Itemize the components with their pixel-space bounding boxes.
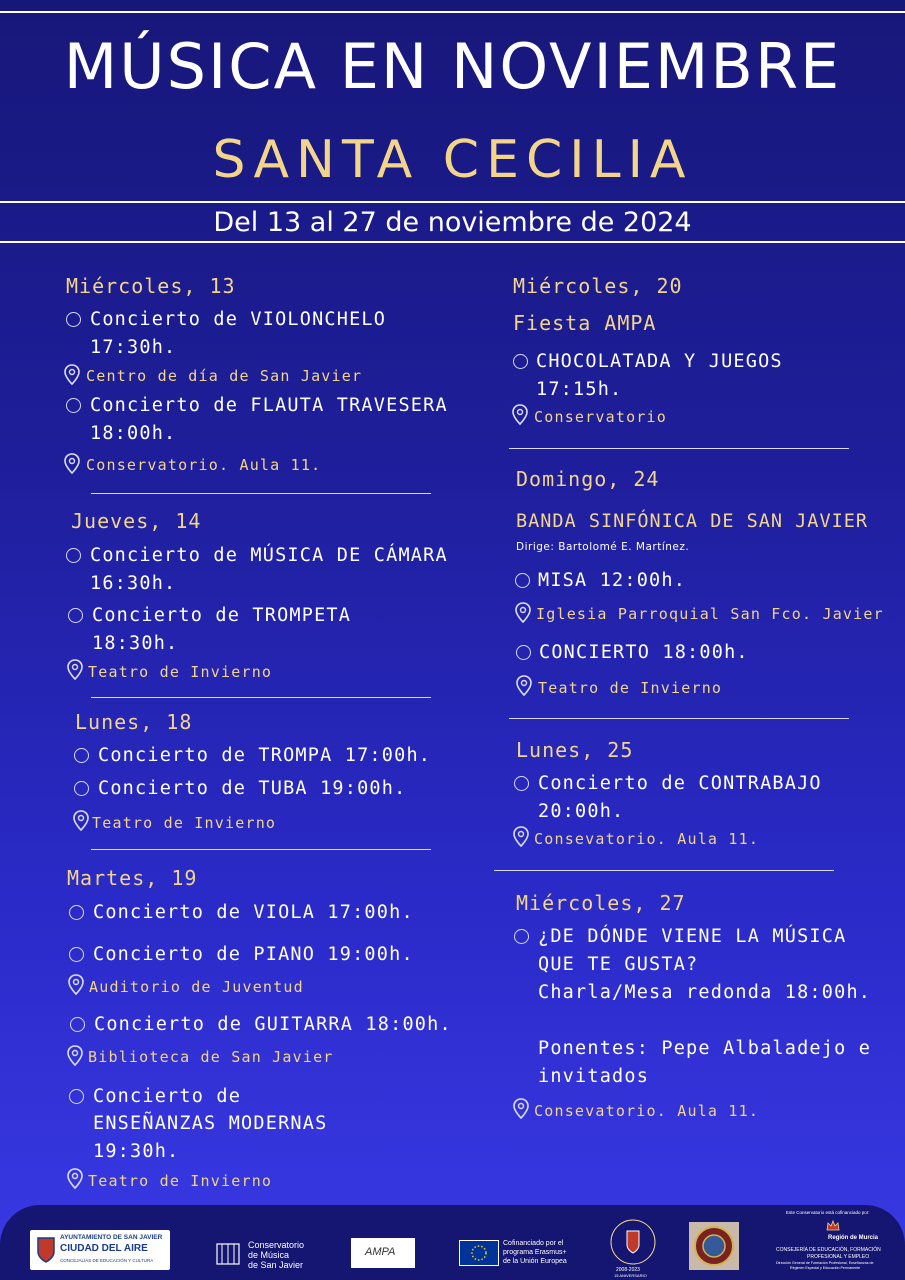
bullet-icon [74, 748, 89, 763]
location-pin-icon [514, 602, 532, 624]
eu-flag-icon [459, 1240, 499, 1266]
event-title: Concierto de FLAUTA TRAVESERA [90, 395, 448, 416]
event-title: Concierto de MÚSICA DE CÁMARA [90, 545, 448, 566]
event-group: BANDA SINFÓNICA DE SAN JAVIER [516, 511, 869, 532]
location-pin-icon [63, 364, 81, 386]
erasmus-logo [459, 1240, 577, 1268]
event-title: Concierto de [93, 1086, 242, 1107]
event-group: Fiesta AMPA [513, 311, 657, 335]
venue: Teatro de Invierno [92, 814, 277, 832]
event-time: 17:15h. [536, 379, 623, 400]
banda-emblem-icon [608, 1217, 658, 1267]
venue: Conservatorio [534, 408, 667, 426]
bullet-icon [513, 354, 528, 369]
footer-logos [0, 1205, 905, 1280]
event-time: 20:00h. [538, 801, 625, 822]
separator [509, 448, 849, 449]
location-pin-icon [66, 1168, 84, 1190]
location-pin-icon [511, 404, 529, 426]
separator [91, 493, 431, 494]
banda-years: 2008-2023 [616, 1267, 640, 1273]
location-pin-icon [66, 1045, 84, 1067]
ampa-label: AMPA [365, 1246, 396, 1258]
ayto-line-1: AYUNTAMIENTO DE SAN JAVIER [60, 1234, 163, 1241]
venue: Biblioteca de San Javier [88, 1048, 334, 1066]
venue: Teatro de Invierno [538, 679, 723, 697]
murcia-line-1: CONSEJERÍA DE EDUCACIÓN, FORMACIÓN [776, 1247, 881, 1253]
bullet-icon [69, 1089, 84, 1104]
day-heading: Jueves, 14 [71, 509, 202, 533]
day-heading: Miércoles, 27 [516, 891, 686, 915]
conservatorio-line-1: Conservatorio [248, 1240, 305, 1250]
event-title: Concierto de TUBA 19:00h. [98, 778, 407, 799]
day-heading: Miércoles, 13 [66, 274, 236, 298]
location-pin-icon [512, 1098, 530, 1120]
event-time: Charla/Mesa redonda 18:00h. [538, 982, 872, 1003]
conservatorio-line-3: de San Javier [248, 1260, 304, 1270]
event-time: 16:30h. [90, 573, 177, 594]
event-title: Concierto de GUITARRA 18:00h. [94, 1014, 452, 1035]
ayto-line-2: CIUDAD DEL AIRE [60, 1243, 148, 1254]
event-time: 18:00h. [90, 423, 177, 444]
ayto-line-3: CONCEJALÍAS DE EDUCACIÓN Y CULTURA [60, 1258, 154, 1263]
venue: Centro de día de San Javier [86, 367, 363, 385]
top-rule [0, 11, 905, 13]
venue: Consevatorio. Aula 11. [534, 1102, 760, 1120]
conservatorio-line-2: de Música [248, 1250, 290, 1260]
eu-line-2: programa Erasmus+ [503, 1249, 567, 1256]
eu-line-3: de la Unión Europea [503, 1258, 567, 1265]
venue: Consevatorio. Aula 11. [534, 830, 760, 848]
event-time: 17:30h. [90, 337, 177, 358]
event-time: 19:30h. [93, 1141, 180, 1162]
venue: Conservatorio. Aula 11. [86, 456, 322, 474]
bullet-icon [66, 548, 81, 563]
separator [494, 870, 834, 871]
date-rule-bottom [0, 241, 905, 243]
location-pin-icon [67, 974, 85, 996]
coat-of-arms-icon [36, 1236, 56, 1264]
bullet-icon [516, 645, 531, 660]
event-title: Concierto de VIOLA 17:00h. [93, 902, 414, 923]
event-title: Concierto de VIOLONCHELO [90, 309, 387, 330]
bullet-icon [514, 929, 529, 944]
seal-emblem-icon [689, 1222, 739, 1270]
murcia-top-note: Este Conservatorio está cofinanciado por: [786, 1210, 870, 1215]
region-murcia-logo [772, 1210, 897, 1276]
bullet-icon [68, 608, 83, 623]
event-title: Concierto de TROMPETA [92, 605, 352, 626]
venue: Iglesia Parroquial San Fco. Javier [536, 605, 884, 623]
separator [91, 697, 431, 698]
piano-keys-icon [216, 1242, 240, 1266]
crown-icon [825, 1218, 841, 1234]
bullet-icon [69, 905, 84, 920]
murcia-line-3: Dirección General de Formación Profesional, Enseñanzas de [776, 1261, 874, 1265]
event-time: 18:30h. [92, 633, 179, 654]
event-title: Concierto de PIANO 19:00h. [93, 944, 414, 965]
murcia-name: Región de Murcia [828, 1235, 879, 1241]
speakers: Ponentes: Pepe Albaladejo e [538, 1038, 872, 1059]
event-title: ¿DE DÓNDE VIENE LA MÚSICA [538, 926, 847, 947]
bullet-icon [74, 781, 89, 796]
location-pin-icon [63, 453, 81, 475]
event-title: CONCIERTO 18:00h. [539, 642, 749, 663]
venue: Auditorio de Juventud [89, 978, 304, 996]
location-pin-icon [72, 810, 90, 832]
murcia-line-2: PROFESIONAL Y EMPLEO [807, 1254, 870, 1260]
ayuntamiento-logo [30, 1230, 170, 1270]
event-title: MISA 12:00h. [538, 570, 687, 591]
page-title: MÚSICA EN NOVIEMBRE [63, 30, 842, 103]
venue: Teatro de Invierno [88, 663, 273, 681]
day-heading: Lunes, 25 [516, 738, 634, 762]
separator [509, 718, 849, 719]
banda-anniversary: 15 ANIVERSARIO [614, 1273, 647, 1278]
bullet-icon [70, 1017, 85, 1032]
bullet-icon [514, 776, 529, 791]
venue: Teatro de Invierno [88, 1172, 273, 1190]
location-pin-icon [66, 659, 84, 681]
event-title: CHOCOLATADA Y JUEGOS [536, 351, 783, 372]
location-pin-icon [512, 826, 530, 848]
location-pin-icon [515, 675, 533, 697]
date-rule-top [0, 201, 905, 203]
banda-logo [608, 1217, 658, 1277]
day-heading: Domingo, 24 [516, 467, 660, 491]
conservatorio-logo [216, 1240, 326, 1270]
ampa-logo [351, 1238, 415, 1268]
eu-line-1: Cofinanciado por el [503, 1240, 564, 1247]
day-heading: Martes, 19 [67, 866, 198, 890]
speakers-cont: invitados [538, 1066, 650, 1087]
day-heading: Miércoles, 20 [513, 274, 683, 298]
murcia-line-4: Régimen Especial y Educación Permanente [790, 1266, 861, 1270]
event-title: Concierto de TROMPA 17:00h. [98, 745, 432, 766]
date-range: Del 13 al 27 de noviembre de 2024 [213, 207, 692, 238]
bullet-icon [515, 573, 530, 588]
event-title: Concierto de CONTRABAJO [538, 773, 822, 794]
separator [91, 849, 431, 850]
bullet-icon [69, 947, 84, 962]
day-heading: Lunes, 18 [75, 710, 193, 734]
bullet-icon [66, 398, 81, 413]
bullet-icon [66, 312, 81, 327]
page-subtitle: SANTA CECILIA [212, 130, 693, 190]
event-title-cont: ENSEÑANZAS MODERNAS [93, 1113, 328, 1134]
director-note: Dirige: Bartolomé E. Martínez. [516, 541, 690, 553]
seal-logo [689, 1222, 739, 1270]
event-title-cont: QUE TE GUSTA? [538, 954, 699, 975]
